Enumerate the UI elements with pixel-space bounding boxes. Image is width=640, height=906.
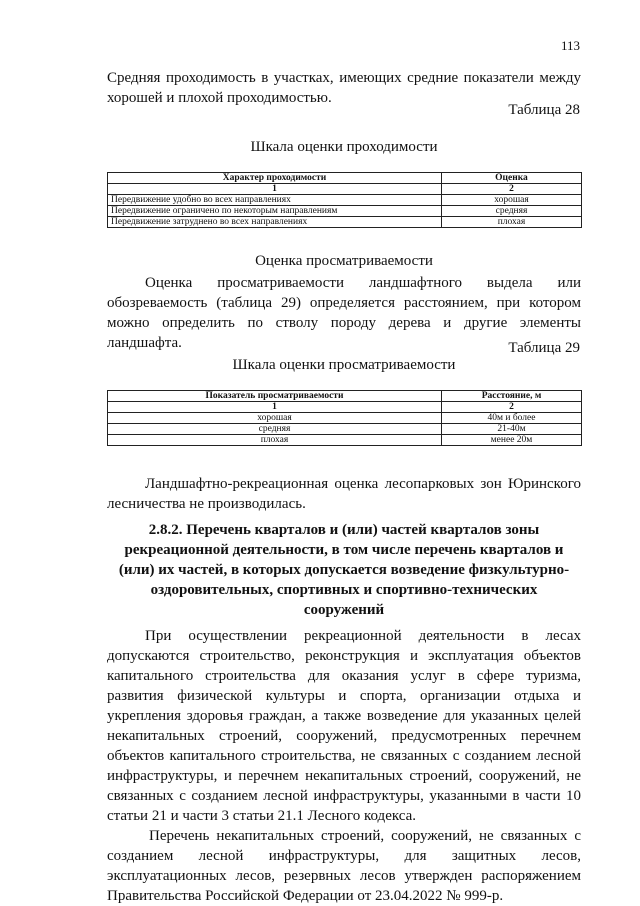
table-cell: хорошая xyxy=(442,195,582,206)
table29-label: Таблица 29 xyxy=(508,340,580,356)
table-cell: менее 20м xyxy=(442,435,582,446)
recreation-line: При осуществлении рекреационной деятельности в лесах xyxy=(145,628,581,644)
nonpermanent-line: эксплуатационных лесов, резервных лесов утвержден распоряжением xyxy=(107,868,581,884)
landscape-note-paragraph xyxy=(107,474,581,514)
section-heading xyxy=(107,520,581,620)
table-header-cell: Характер проходимости xyxy=(108,173,442,184)
table-number-cell: 1 xyxy=(108,402,442,413)
visibility-title: Оценка просматриваемости xyxy=(255,253,433,269)
table-row xyxy=(108,424,582,435)
landscape-note-line: Ландшафтно-рекреационная оценка лесопарковых зон Юринского xyxy=(145,476,581,492)
table-header-cell: Расстояние, м xyxy=(442,391,582,402)
recreation-line: некапитальных строений, сооружений, предусмотренных перечнем xyxy=(107,728,581,744)
visibility-table xyxy=(107,390,582,446)
table-header-row xyxy=(108,391,582,402)
table-cell: плохая xyxy=(108,435,442,446)
table-row xyxy=(108,195,582,206)
table-number-row xyxy=(108,402,582,413)
table-cell: хорошая xyxy=(108,413,442,424)
table-number-cell: 2 xyxy=(442,402,582,413)
recreation-line: капитального строительства для оказания услуг в сфере туризма, xyxy=(107,668,581,684)
table-header-cell: Показатель просматриваемости xyxy=(108,391,442,402)
table-number-cell: 1 xyxy=(108,184,442,195)
table-cell: плохая xyxy=(442,217,582,228)
table-cell: средняя xyxy=(108,424,442,435)
recreation-line: укрепления здоровья граждан, а также возведение для указанных целей xyxy=(107,708,581,724)
intro-line: Средняя проходимость в участках, имеющих средние показатели между xyxy=(107,70,581,86)
table-row xyxy=(108,206,582,217)
passability-table xyxy=(107,172,582,228)
table-header-row xyxy=(108,173,582,184)
section-heading-line: рекреационной деятельности, в том числе перечень кварталов и xyxy=(124,542,564,558)
table-cell: Передвижение удобно во всех направлениях xyxy=(108,195,442,206)
table-cell: средняя xyxy=(442,206,582,217)
section-heading-line: (или) их частей, в которых допускается возведение физкультурно- xyxy=(118,562,570,578)
recreation-paragraph xyxy=(107,626,581,826)
table28-title: Шкала оценки проходимости xyxy=(250,139,438,155)
recreation-line: связанных с созданием лесной инфраструктуры, указанными в части 10 xyxy=(107,788,581,804)
page-number: 113 xyxy=(561,38,581,53)
recreation-line: статьи 21 и части 3 статьи 21.1 Лесного кодекса. xyxy=(107,808,417,824)
nonpermanent-line: Перечень некапитальных строений, сооружений, не связанных с xyxy=(149,828,581,844)
table-row xyxy=(108,435,582,446)
visibility-line: ландшафта. xyxy=(107,335,182,351)
section-heading-line: 2.8.2. Перечень кварталов и (или) частей кварталов зоны xyxy=(148,522,540,538)
section-heading-line: оздоровительных, спортивных и спортивно-технических xyxy=(150,582,538,598)
recreation-line: инфраструктуры, и перечнем некапитальных строений, сооружений, не xyxy=(107,768,581,784)
table-cell: Передвижение ограничено по некоторым направлениям xyxy=(108,206,442,217)
table-row xyxy=(108,217,582,228)
landscape-note-line: лесничества не производилась. xyxy=(107,496,306,512)
nonpermanent-structures-paragraph xyxy=(107,826,581,906)
table29-title: Шкала оценки просматриваемости xyxy=(232,357,456,373)
nonpermanent-line: созданием лесной инфраструктуры, для защитных лесов, xyxy=(107,848,581,864)
recreation-line: развития физической культуры и спорта, организации отдыха и xyxy=(107,688,581,704)
table28-label: Таблица 28 xyxy=(508,102,580,118)
visibility-line: обозреваемость (таблица 29) определяется расстоянием, при котором xyxy=(107,295,581,311)
intro-line: хорошей и плохой проходимостью. xyxy=(107,90,332,106)
table-number-cell: 2 xyxy=(442,184,582,195)
section-heading-line: сооружений xyxy=(303,602,385,618)
table-row xyxy=(108,413,582,424)
visibility-line: можно определить по стволу породу дерева и другие элементы xyxy=(107,315,581,331)
table-cell: 40м и более xyxy=(442,413,582,424)
table-cell: Передвижение затруднено во всех направлениях xyxy=(108,217,442,228)
table-number-row xyxy=(108,184,582,195)
visibility-line: Оценка просматриваемости ландшафтного выдела или xyxy=(145,275,581,291)
nonpermanent-line: Правительства Российской Федерации от 23.04.2022 № 999-р. xyxy=(107,888,504,904)
table-cell: 21-40м xyxy=(442,424,582,435)
recreation-line: допускаются строительство, реконструкция и эксплуатация объектов xyxy=(107,648,581,664)
table-header-cell: Оценка xyxy=(442,173,582,184)
recreation-line: объектов капитального строительства, не связанных с созданием лесной xyxy=(107,748,581,764)
